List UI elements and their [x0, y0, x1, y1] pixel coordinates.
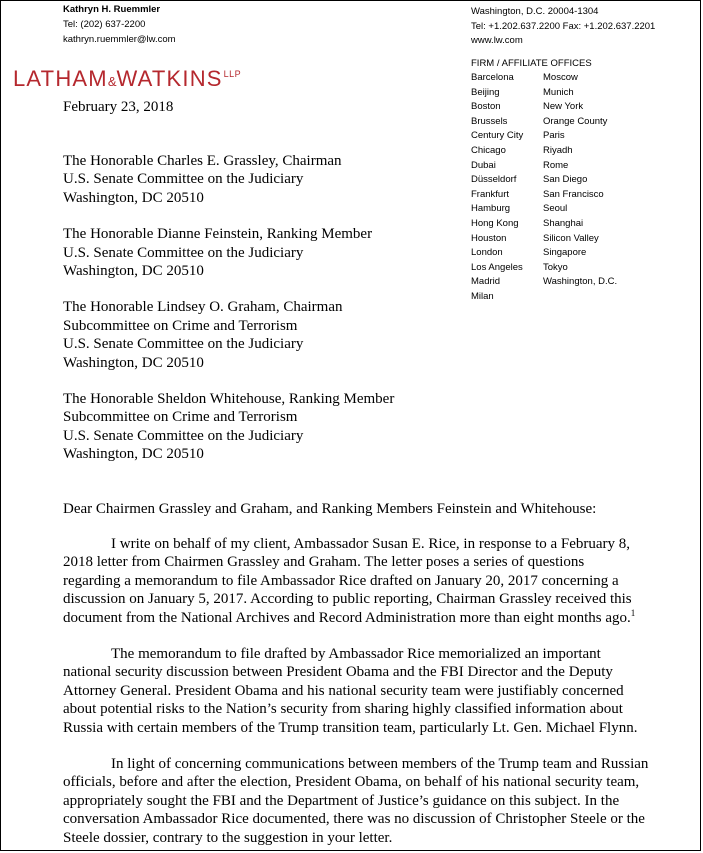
recipient-line: Washington, DC 20510	[63, 189, 204, 206]
office-city: Brussels	[471, 115, 508, 127]
paragraph-line: national security discussion between President Obama and the FBI Director and the Deputy	[63, 664, 613, 681]
office-city: Paris	[543, 130, 565, 142]
office-city: Chicago	[471, 144, 506, 156]
paragraph-line: conversation Ambassador Rice documented, there was no discussion of Christopher Steele or the	[63, 811, 645, 828]
office-city: Dubai	[471, 159, 496, 171]
body-paragraph	[63, 645, 691, 737]
office-city: Silicon Valley	[543, 232, 599, 244]
office-city: Boston	[471, 101, 501, 113]
paragraph-line: officials, before and after the election, President Obama, on behalf of his national security team,	[63, 774, 640, 791]
recipient-line: U.S. Senate Committee on the Judiciary	[63, 336, 304, 353]
paragraph-line: In light of concerning communications between members of the Trump team and Russian	[111, 756, 649, 773]
footnote-marker[interactable]: 1	[630, 607, 636, 618]
recipient-block	[63, 225, 394, 280]
recipient-line: U.S. Senate Committee on the Judiciary	[63, 244, 304, 261]
recipient-line: The Honorable Charles E. Grassley, Chairman	[63, 153, 342, 169]
recipient-line: Washington, DC 20510	[63, 446, 204, 463]
office-city	[543, 290, 643, 305]
office-city: Tokyo	[543, 261, 568, 273]
office-city: Singapore	[543, 247, 587, 259]
address-city: Washington, D.C. 20004-1304	[471, 6, 599, 17]
office-city: Shanghai	[543, 217, 584, 229]
salutation: Dear Chairmen Grassley and Graham, and Ranking Members Feinstein and Whitehouse:	[63, 501, 597, 517]
offices-list	[471, 71, 643, 305]
office-city: Munich	[543, 86, 574, 98]
office-city: Madrid	[471, 276, 501, 288]
firm-address	[471, 5, 655, 49]
paragraph-line: document from the National Archives and Record Administration more than eight months ago.$^1$	[63, 607, 636, 626]
sender-tel: Tel: (202) 637-2200	[63, 19, 146, 30]
logo-part1: LATHAM	[13, 66, 108, 91]
body-paragraph	[63, 535, 691, 627]
recipient-line: The Honorable Dianne Feinstein, Ranking Member	[63, 226, 373, 243]
office-city: Rome	[543, 159, 569, 171]
sender-email: kathryn.ruemmler@lw.com	[63, 34, 176, 45]
office-city: Frankfurt	[471, 188, 510, 200]
paragraph-line: discussion on January 5, 2017. According to public reporting, Chairman Grassley received this	[63, 591, 632, 608]
paragraph-line: regarding a memorandum to file Ambassador Rice drafted on January 20, 2017 concerning a	[63, 572, 619, 589]
logo-llp: LLP	[223, 69, 242, 79]
office-city: Beijing	[471, 86, 500, 98]
office-city: Washington, D.C.	[543, 276, 618, 288]
paragraph-line: 2018 letter from Chairmen Grassley and Graham. The letter poses a series of questions	[63, 554, 585, 571]
sender-name: Kathryn H. Ruemmler	[63, 4, 161, 15]
paragraph-line: Steele dossier, contrary to the suggestion in your letter.	[63, 829, 393, 846]
office-city: San Francisco	[543, 188, 604, 200]
recipient-line: Washington, DC 20510	[63, 263, 204, 280]
office-city: Century City	[471, 130, 524, 142]
paragraph-line: appropriately sought the FBI and the Department of Justice’s guidance on this subject. In the	[63, 792, 620, 809]
recipient-line: U.S. Senate Committee on the Judiciary	[63, 171, 304, 188]
recipient-line: U.S. Senate Committee on the Judiciary	[63, 427, 304, 444]
office-city: Moscow	[543, 72, 578, 83]
recipient-block	[63, 390, 394, 464]
logo-amp: &	[107, 74, 117, 89]
office-city: Seoul	[543, 203, 568, 215]
paragraph-line: Attorney General. President Obama and his national security team were justifiably concerned	[63, 682, 624, 699]
office-city: Riyadh	[543, 144, 573, 156]
office-city: New York	[543, 101, 584, 113]
recipient-block	[63, 298, 394, 372]
address-phone-fax: Tel: +1.202.637.2200 Fax: +1.202.637.2201	[471, 20, 656, 32]
office-city: Hamburg	[471, 203, 511, 215]
office-city: San Diego	[543, 174, 588, 186]
office-city: Düsseldorf	[471, 174, 517, 186]
office-city: Los Angeles	[471, 261, 523, 273]
recipient-block	[63, 152, 394, 207]
paragraph-line: The memorandum to file drafted by Ambassador Rice memorialized an important	[111, 646, 601, 663]
recipient-line: The Honorable Lindsey O. Graham, Chairman	[63, 299, 343, 316]
office-city: Milan	[471, 290, 494, 302]
office-city: Houston	[471, 232, 507, 244]
recipient-line: Washington, DC 20510	[63, 354, 204, 371]
affiliate-offices	[471, 57, 643, 305]
office-city: Hong Kong	[471, 217, 519, 229]
letter-date: February 23, 2018	[63, 99, 174, 115]
paragraph-line: I write on behalf of my client, Ambassador Susan E. Rice, in response to a February 8,	[111, 536, 631, 552]
address-web: www.lw.com	[471, 35, 523, 47]
office-city: Orange County	[543, 115, 608, 127]
offices-header: FIRM / AFFILIATE OFFICES	[471, 58, 592, 69]
paragraph-line: Russia with certain members of the Trump transition team, particularly Lt. Gen. Michael Flynn.	[63, 719, 638, 736]
latham-watkins-logo	[13, 61, 241, 95]
recipient-line: Subcommittee on Crime and Terrorism	[63, 409, 298, 426]
recipients	[63, 152, 394, 482]
body-paragraph	[63, 755, 691, 847]
recipient-line: The Honorable Sheldon Whitehouse, Ranking Member	[63, 391, 395, 408]
office-city: London	[471, 247, 503, 259]
logo-part2: WATKINS	[116, 66, 223, 91]
letter-body	[63, 535, 691, 851]
recipient-line: Subcommittee on Crime and Terrorism	[63, 317, 298, 334]
office-city: Barcelona	[471, 72, 514, 83]
paragraph-line: about potential risks to the Nation’s security from sharing highly classified information about	[63, 701, 623, 718]
sender-block	[63, 2, 176, 47]
